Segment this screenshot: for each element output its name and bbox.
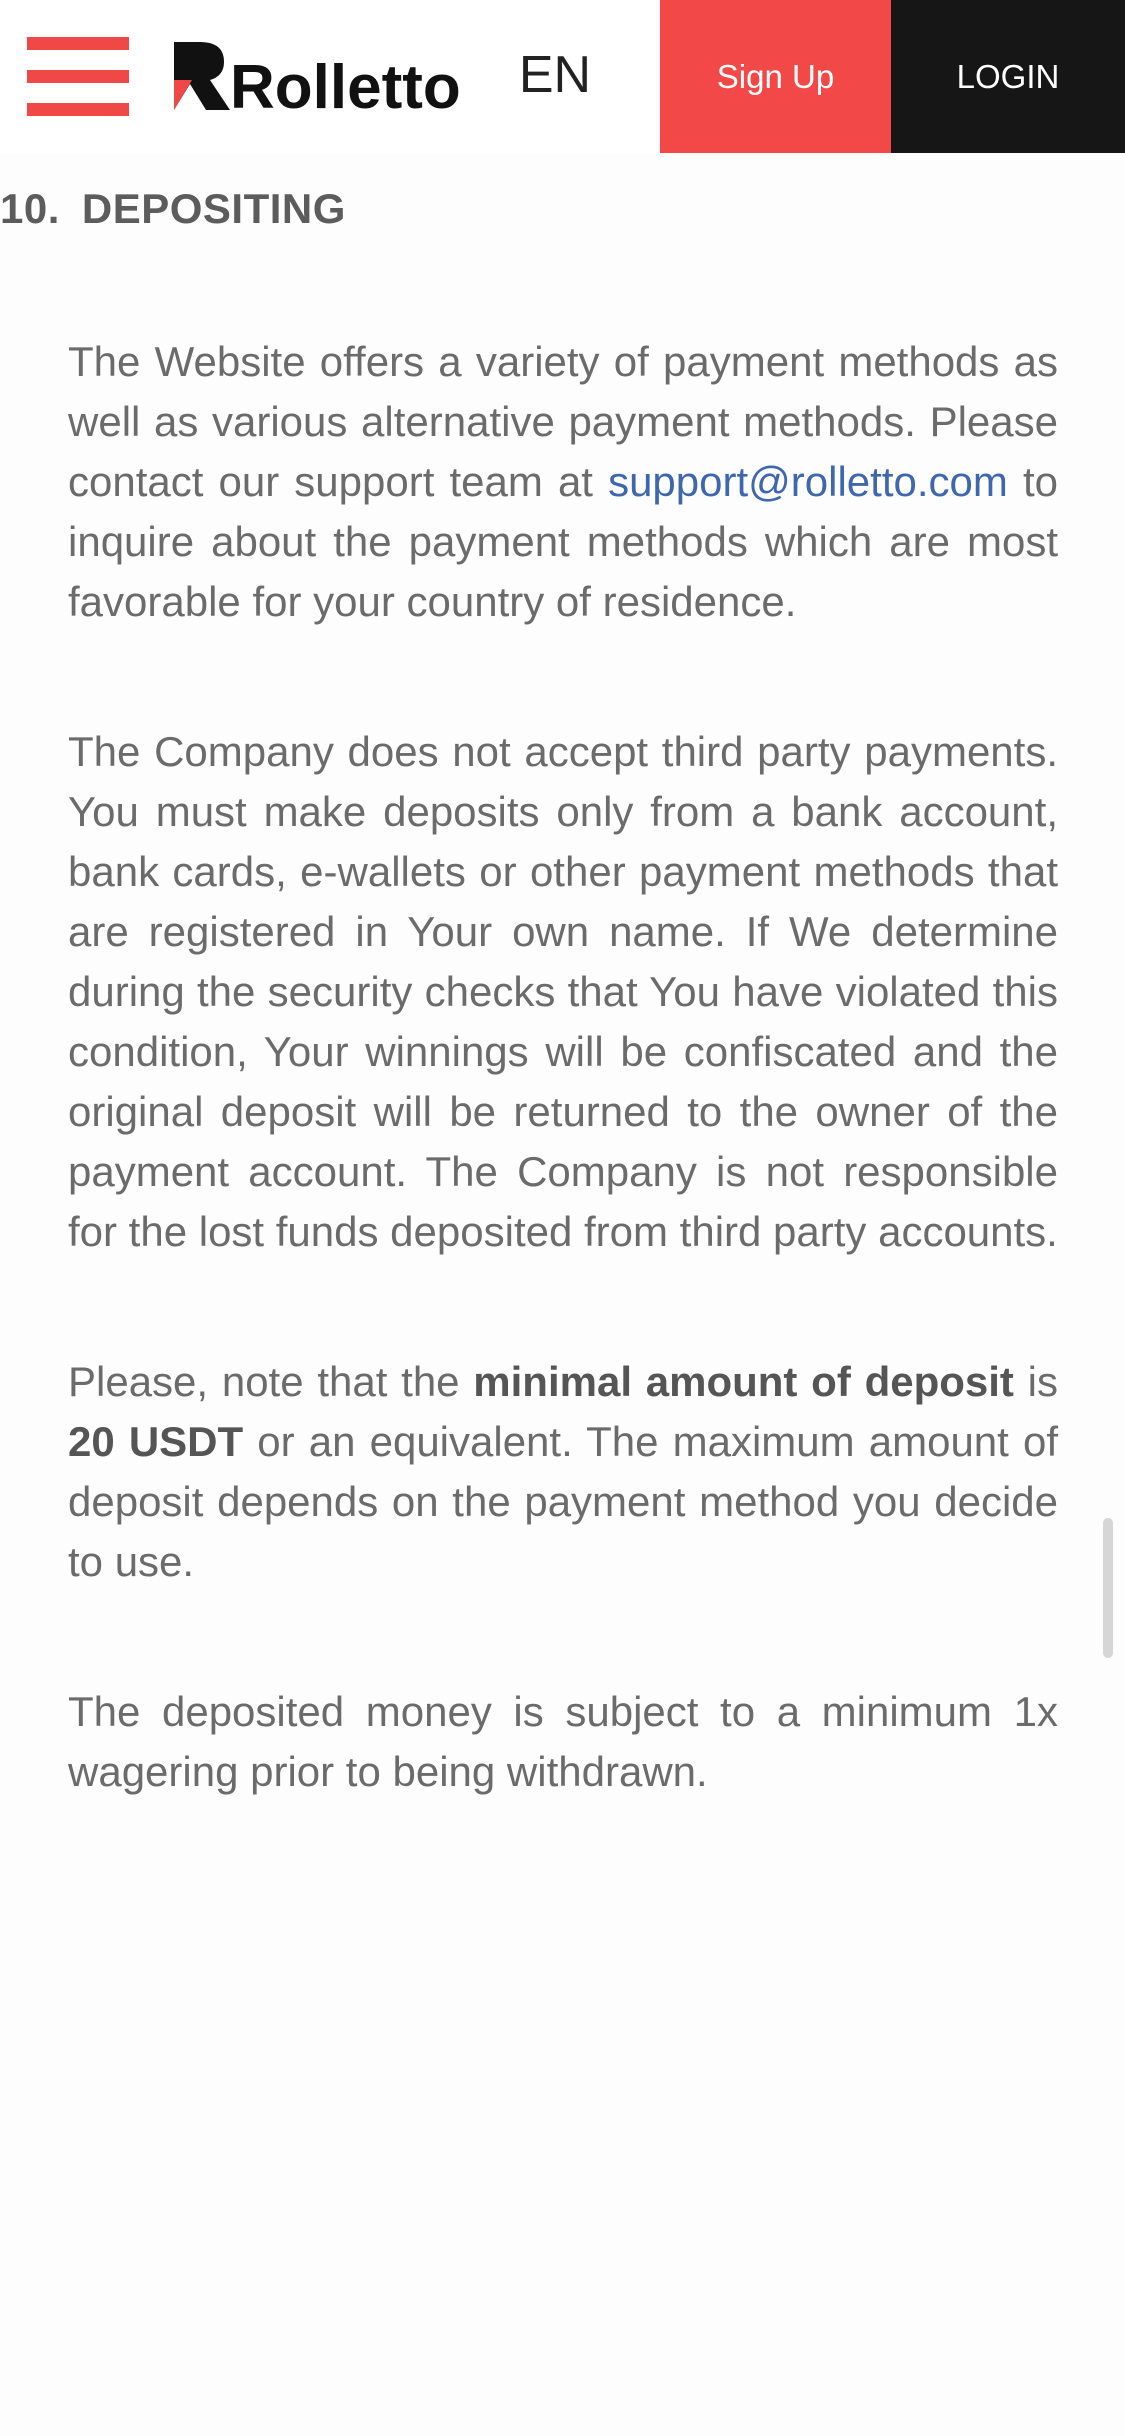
menu-line xyxy=(27,70,129,83)
menu-line xyxy=(27,37,129,50)
menu-line xyxy=(27,103,129,116)
section-heading xyxy=(0,185,346,233)
rolletto-logo[interactable] xyxy=(172,36,461,122)
paragraph-text: The Website offers a variety of payment methods as well as various alternative payment methods. Please contact our support team at xyxy=(68,338,1058,505)
scrollbar-thumb[interactable] xyxy=(1103,1518,1113,1658)
paragraph-text: or an equivalent. The maximum amount of deposit depends on the payment method you decide to use. xyxy=(68,1418,1058,1585)
paragraph-text: to inquire about the payment methods which are most favorable for your country of residence. xyxy=(68,458,1058,625)
logo-r-mark-icon xyxy=(174,42,230,110)
paragraph-third-party: The Company does not accept third party payments. You must make deposits only from a bank account, bank cards, e-wallets or other payment methods that are registered in Your own name. If We determine during the security checks that You have violated this condition, Your winnings will be confiscated and the original deposit will be returned to the owner of the payment account. The Company is not responsible for the lost funds deposited from third party accounts. xyxy=(68,728,1058,1255)
minimal-deposit-amount: 20 USDT xyxy=(68,1418,244,1465)
paragraph-minimum-deposit xyxy=(68,1352,1058,1592)
minimal-deposit-label: minimal amount of deposit xyxy=(473,1358,1014,1405)
support-email-link[interactable]: support@rolletto.com xyxy=(608,458,1008,505)
paragraph-payment-methods xyxy=(68,332,1058,632)
section-title: DEPOSITING xyxy=(81,185,346,232)
paragraph-wagering: The deposited money is subject to a minimum 1x wagering prior to being withdrawn. xyxy=(68,1688,1058,1795)
terms-content xyxy=(68,332,1058,1892)
top-navigation-bar xyxy=(0,0,1125,153)
section-number: 10. xyxy=(0,185,60,232)
paragraph-text: Please, note that the xyxy=(68,1358,474,1405)
login-button[interactable]: LOGIN xyxy=(891,0,1125,153)
sign-up-button[interactable]: Sign Up xyxy=(660,0,891,153)
logo-text: Rolletto xyxy=(230,53,461,122)
paragraph-text: is xyxy=(1013,1358,1058,1405)
language-selector[interactable]: EN xyxy=(518,46,592,104)
hamburger-menu-icon[interactable] xyxy=(27,35,129,117)
